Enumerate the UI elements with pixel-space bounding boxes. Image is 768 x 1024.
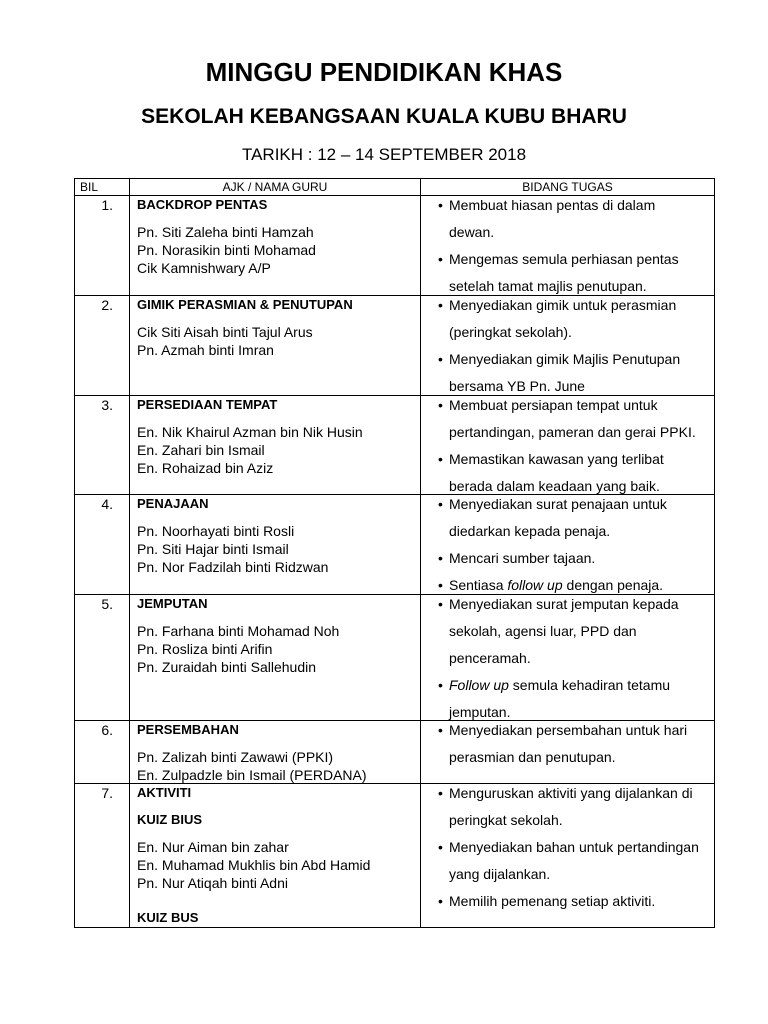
duty-list <box>449 491 714 599</box>
duty-line: • Memastikan kawasan yang terlibat <box>449 451 664 467</box>
duty-line: sekolah, agensi luar, PPD dan <box>449 623 637 639</box>
duties-cell <box>421 196 714 295</box>
teacher-name: En. Zahari bin Ismail <box>137 442 265 458</box>
row-number: 5. <box>101 596 113 612</box>
duty-line: setelah tamat majlis penutupan. <box>449 278 647 294</box>
event-date: TARIKH : 12 – 14 SEPTEMBER 2018 <box>241 145 527 164</box>
table-row <box>75 396 714 495</box>
bil-cell <box>75 396 130 494</box>
duty-line: perasmian dan penutupan. <box>449 749 616 765</box>
duty-line: • Menyediakan gimik Majlis Penutupan <box>449 351 681 367</box>
teacher-name: Pn. Noorhayati binti Rosli <box>137 523 295 539</box>
committee-cell <box>130 196 421 295</box>
duty-line: • Menguruskan aktiviti yang dijalankan di <box>449 785 693 801</box>
duty-item <box>449 192 714 246</box>
duty-item <box>449 888 714 915</box>
duties-cell <box>421 296 714 395</box>
teacher-name: Pn. Siti Hajar binti Ismail <box>137 541 289 557</box>
duties-cell <box>421 495 714 594</box>
duty-list <box>449 192 714 300</box>
teacher-name: En. Muhamad Mukhlis bin Abd Hamid <box>137 857 371 873</box>
bil-cell <box>75 595 130 720</box>
committee-cell <box>130 296 421 395</box>
teacher-list <box>137 748 420 784</box>
table-row <box>75 196 714 296</box>
row-number: 6. <box>101 722 113 738</box>
duty-line: • Memilih pemenang setiap aktiviti. <box>449 893 656 909</box>
teacher-name: Pn. Norasikin binti Mohamad <box>137 242 316 258</box>
bil-cell <box>75 721 130 783</box>
duty-line: (peringkat sekolah). <box>449 324 572 340</box>
teacher-name: En. Nik Khairul Azman bin Nik Husin <box>137 424 363 440</box>
duty-list <box>449 780 714 915</box>
teacher-name: Pn. Nor Fadzilah binti Ridzwan <box>137 559 329 575</box>
duty-text: semula kehadiran tetamu <box>508 677 671 693</box>
school-name: SEKOLAH KEBANGSAAN KUALA KUBU BHARU <box>141 105 627 128</box>
teacher-list <box>137 838 420 892</box>
document-title: MINGGU PENDIDIKAN KHAS <box>205 57 563 87</box>
teacher-name: Pn. Zuraidah binti Sallehudin <box>137 659 317 675</box>
duty-text-italic: follow up <box>507 577 563 593</box>
subgroup-name: KUIZ BIUS <box>137 812 202 827</box>
committee-cell <box>130 721 421 783</box>
duty-item <box>449 545 714 572</box>
duty-line: diedarkan kepada penaja. <box>449 523 611 539</box>
teacher-list <box>137 323 420 359</box>
teacher-name: En. Rohaizad bin Aziz <box>137 460 274 476</box>
row-number: 3. <box>101 397 113 413</box>
teacher-name: En. Nur Aiman bin zahar <box>137 839 289 855</box>
teacher-name: Pn. Rosliza binti Arifin <box>137 641 273 657</box>
duty-line: • Membuat hiasan pentas di dalam <box>449 197 656 213</box>
teacher-name: Pn. Farhana binti Mohamad Noh <box>137 623 340 639</box>
teacher-list <box>137 522 420 576</box>
committee-cell <box>130 595 421 720</box>
duty-line: • Menyediakan surat penajaan untuk <box>449 496 667 512</box>
duty-list <box>449 591 714 726</box>
committee-name: PENAJAAN <box>137 496 209 511</box>
duty-item <box>449 717 714 771</box>
teacher-list <box>137 223 420 277</box>
duty-line: • Menyediakan persembahan untuk hari <box>449 722 688 738</box>
duty-list <box>449 292 714 400</box>
duty-text-italic: Follow up <box>449 677 509 693</box>
bil-cell <box>75 784 130 927</box>
teacher-name: Pn. Siti Zaleha binti Hamzah <box>137 224 314 240</box>
duty-list <box>449 392 714 500</box>
teacher-name: Cik Siti Aisah binti Tajul Arus <box>137 324 313 340</box>
row-number: 4. <box>101 496 113 512</box>
duty-line: • Membuat persiapan tempat untuk <box>449 397 658 413</box>
committee-table <box>74 178 715 928</box>
committee-cell <box>130 495 421 594</box>
subgroup-name: KUIZ BUS <box>137 910 199 925</box>
bil-cell <box>75 196 130 295</box>
row-number: 2. <box>101 297 113 313</box>
committee-cell <box>130 784 421 927</box>
header-ajk-nama-guru: AJK / NAMA GURU <box>130 179 421 195</box>
teacher-name: En. Zulpadzle bin Ismail (PERDANA) <box>137 767 367 783</box>
bil-cell <box>75 296 130 395</box>
duty-line: • Mengemas semula perhiasan pentas <box>449 251 679 267</box>
table-row <box>75 495 714 595</box>
committee-name: PERSEDIAAN TEMPAT <box>137 397 278 412</box>
committee-cell <box>130 396 421 494</box>
duty-item <box>449 292 714 346</box>
table-row <box>75 595 714 721</box>
duty-text: dengan penaja. <box>562 577 664 593</box>
duty-line: • Mencari sumber tajaan. <box>449 550 596 566</box>
row-number: 1. <box>101 197 113 213</box>
duties-cell <box>421 595 714 720</box>
duty-item <box>449 780 714 834</box>
committee-name: PERSEMBAHAN <box>137 722 239 737</box>
teacher-name: Pn. Azmah binti Imran <box>137 342 274 358</box>
duty-list <box>449 717 714 771</box>
duty-line: berada dalam keadaan yang baik. <box>449 478 660 494</box>
duties-cell <box>421 396 714 494</box>
table-row <box>75 296 714 396</box>
duty-item <box>449 392 714 446</box>
table-row <box>75 721 714 784</box>
committee-name: BACKDROP PENTAS <box>137 197 268 212</box>
header-bidang-tugas: BIDANG TUGAS <box>522 180 613 194</box>
teacher-name: Pn. Zalizah binti Zawawi (PPKI) <box>137 749 334 765</box>
duty-item <box>449 834 714 888</box>
row-number: 7. <box>101 785 113 801</box>
duty-line <box>449 672 714 699</box>
duties-cell <box>421 721 714 783</box>
duty-line: peringkat sekolah. <box>449 812 563 828</box>
duty-line: • Menyediakan surat jemputan kepada <box>449 596 679 612</box>
bil-cell <box>75 495 130 594</box>
duty-line: bersama YB Pn. June <box>449 378 585 394</box>
duty-item <box>449 591 714 672</box>
committee-name: JEMPUTAN <box>137 596 208 611</box>
duty-line: • Menyediakan bahan untuk pertandingan <box>449 839 699 855</box>
table-row <box>75 784 714 927</box>
teacher-list <box>137 423 420 477</box>
header-bil: BIL <box>75 179 130 195</box>
duties-cell <box>421 784 714 927</box>
teacher-list <box>137 622 420 676</box>
duty-line: penceramah. <box>449 650 531 666</box>
teacher-name: Pn. Nur Atiqah binti Adni <box>137 875 288 891</box>
duty-item <box>449 491 714 545</box>
duty-text: Sentiasa <box>449 577 508 593</box>
committee-name: GIMIK PERASMIAN & PENUTUPAN <box>137 297 353 312</box>
duty-line: yang dijalankan. <box>449 866 551 882</box>
duty-line: jemputan. <box>449 704 511 720</box>
duty-line: dewan. <box>449 224 495 240</box>
committee-name: AKTIVITI <box>137 785 192 800</box>
teacher-name: Cik Kamnishwary A/P <box>137 260 271 276</box>
duty-line: pertandingan, pameran dan gerai PPKI. <box>449 424 696 440</box>
duty-line: • Menyediakan gimik untuk perasmian <box>449 297 677 313</box>
